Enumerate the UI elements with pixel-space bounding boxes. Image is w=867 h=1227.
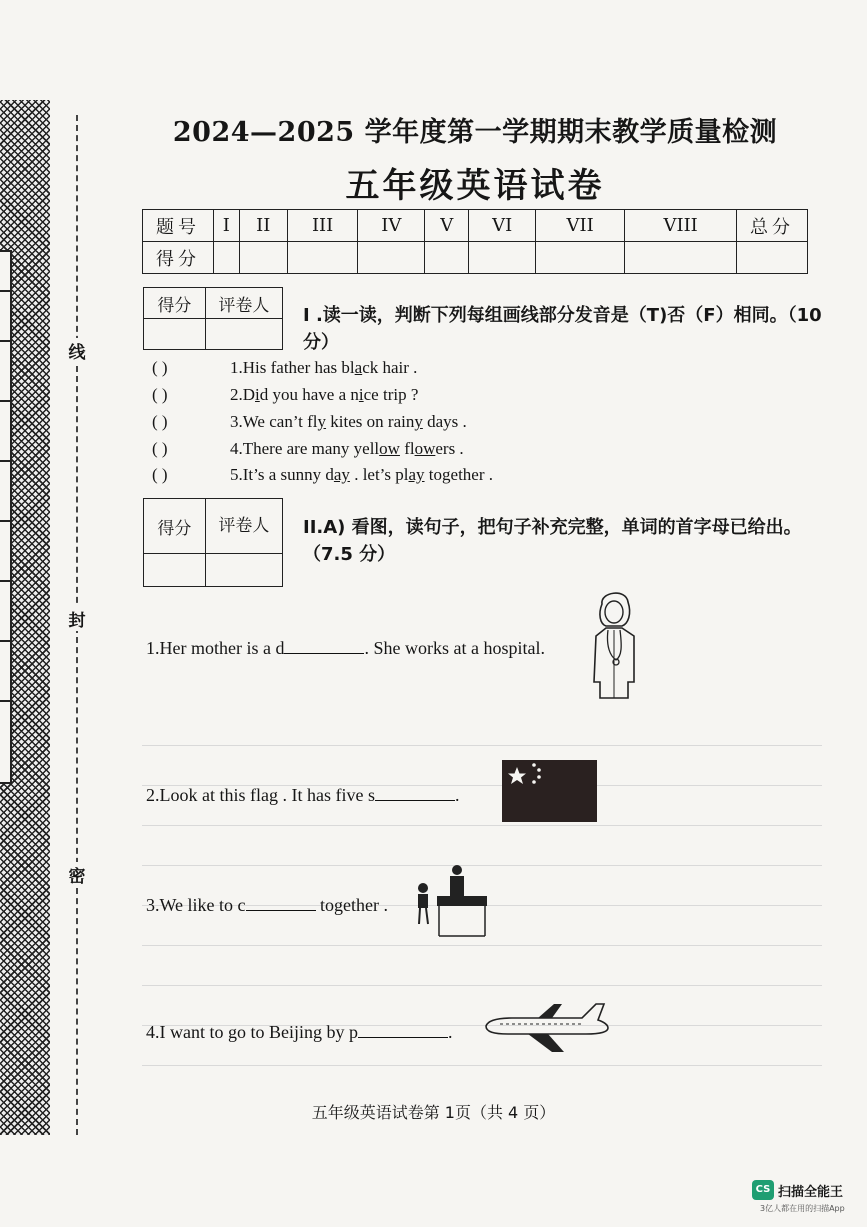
ruled-line	[142, 985, 822, 986]
section2-question: 3.We like to c together .	[146, 895, 389, 915]
page-footer: 五年级英语试卷第 1页（共 4 页）	[311, 1103, 556, 1122]
ruled-line	[142, 1065, 822, 1066]
answer-blank[interactable]	[284, 639, 364, 654]
answer-paren[interactable]: ( )	[152, 439, 168, 458]
score-table-col: II	[239, 210, 287, 242]
score-cell[interactable]	[287, 242, 358, 274]
score-cell[interactable]	[469, 242, 536, 274]
score-table-col: III	[287, 210, 358, 242]
grader-score-cell[interactable]	[144, 554, 206, 587]
section1-item: ( ) 5.It’s a sunny day . let’s play together .	[152, 465, 493, 484]
exam-title: 2024—2025 学年度第一学期期末教学质量检测	[172, 117, 778, 148]
answer-blank[interactable]	[358, 1023, 448, 1038]
answer-paren[interactable]: ( )	[152, 358, 168, 377]
flag-picture	[502, 760, 597, 822]
binding-box	[0, 250, 12, 784]
grader-score-label: 得分	[144, 288, 206, 319]
binding-tick	[0, 400, 10, 402]
answer-blank[interactable]	[246, 896, 316, 911]
exam-subtitle: 五年级英语试卷	[345, 166, 605, 206]
cooking-picture	[413, 860, 489, 938]
score-table-row-label: 题号	[143, 210, 214, 242]
section2-title: II.A) 看图，读句子，把句子补充完整，单词的首字母已给出。（7.5 分）	[303, 517, 802, 565]
score-cell[interactable]	[536, 242, 625, 274]
ruled-line	[142, 745, 822, 746]
score-cell[interactable]	[239, 242, 287, 274]
grader-name-cell[interactable]	[205, 319, 282, 350]
answer-paren[interactable]: ( )	[152, 412, 168, 431]
section1-title: I .读一读，判断下列每组画线部分发音是（T)否（F）相同。（10 分）	[303, 305, 822, 353]
score-table-col: VI	[469, 210, 536, 242]
section2-question: 2.Look at this flag . It has five s .	[146, 785, 460, 805]
grader-name-label: 评卷人	[205, 288, 282, 319]
seal-char-seal: 封	[66, 606, 88, 631]
seal-char-line: 线	[66, 338, 88, 363]
ruled-line	[142, 945, 822, 946]
scanner-logo-icon: CS	[752, 1180, 774, 1200]
binding-tick	[0, 700, 10, 702]
score-table-col: VIII	[625, 210, 737, 242]
score-cell[interactable]	[737, 242, 808, 274]
answer-paren[interactable]: ( )	[152, 465, 168, 484]
score-cell[interactable]	[625, 242, 737, 274]
grader-name-cell[interactable]	[205, 554, 282, 587]
section2-question: 1.Her mother is a d . She works at a hospital.	[146, 638, 545, 658]
binding-tick	[0, 340, 10, 342]
answer-paren[interactable]: ( )	[152, 385, 168, 404]
ruled-line	[142, 825, 822, 826]
score-cell[interactable]	[214, 242, 240, 274]
score-table-row-label: 得分	[143, 242, 214, 274]
scanner-tagline: 3亿人都在用的扫描App	[760, 1204, 845, 1213]
doctor-picture	[582, 590, 647, 702]
score-table-col: IV	[358, 210, 425, 242]
grader-score-cell[interactable]	[144, 319, 206, 350]
binding-tick	[0, 640, 10, 642]
score-table-score-row	[143, 242, 808, 274]
grader-box-section1	[143, 287, 283, 350]
score-table-header-row	[143, 210, 808, 242]
binding-tick	[0, 520, 10, 522]
binding-tick	[0, 460, 10, 462]
score-cell[interactable]	[358, 242, 425, 274]
score-table-col: VII	[536, 210, 625, 242]
binding-tick	[0, 290, 10, 292]
grader-box-section2	[143, 498, 283, 587]
section1-item: ( ) 1.His father has black hair .	[152, 358, 418, 377]
binding-tick	[0, 580, 10, 582]
section1-item: ( ) 3.We can’t fly kites on rainy days .	[152, 412, 467, 431]
grader-score-label: 得分	[144, 499, 206, 554]
score-table-col: I	[214, 210, 240, 242]
plane-picture	[482, 998, 614, 1058]
seal-char-secret: 密	[66, 862, 88, 887]
answer-blank[interactable]	[375, 786, 455, 801]
section1-item: ( ) 4.There are many yellow flowers .	[152, 439, 464, 458]
grader-name-label: 评卷人	[205, 499, 282, 554]
score-cell[interactable]	[425, 242, 469, 274]
section1-item: ( ) 2.Did you have a nice trip ?	[152, 385, 419, 404]
section2-question: 4.I want to go to Beijing by p .	[146, 1022, 453, 1042]
score-table-col: V	[425, 210, 469, 242]
score-table-total: 总分	[737, 210, 808, 242]
scanner-brand-name: 扫描全能王	[778, 1185, 844, 1200]
score-table	[142, 209, 808, 274]
